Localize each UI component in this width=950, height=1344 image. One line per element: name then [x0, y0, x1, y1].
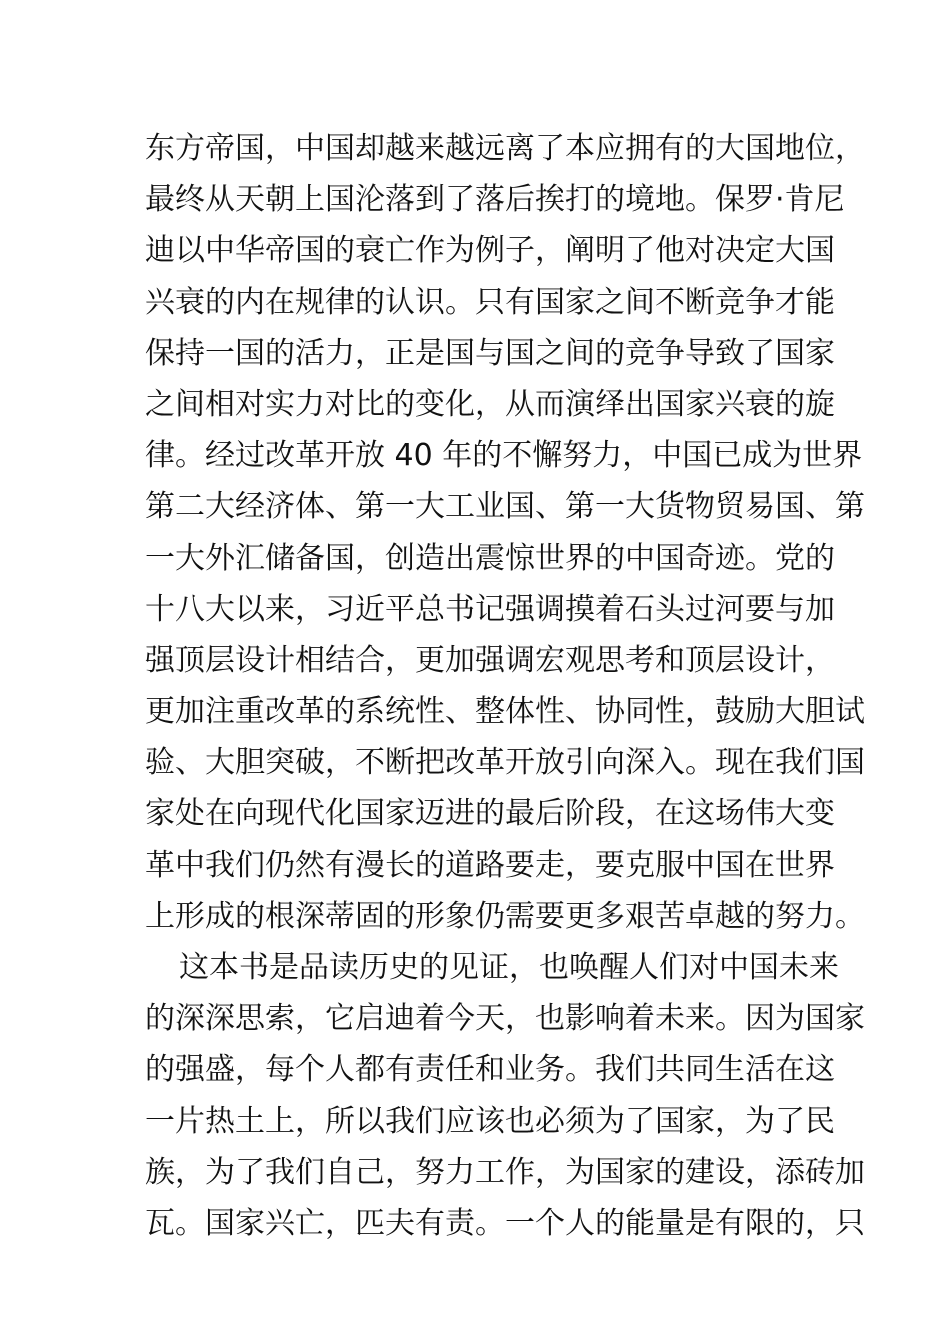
text-line: 一大外汇储备国，创造出震惊世界的中国奇迹。党的	[145, 540, 835, 576]
text-line: 上形成的根深蒂固的形象仍需要更多艰苦卓越的努力。	[145, 898, 865, 934]
paragraph-2	[145, 942, 865, 1249]
body-text	[145, 123, 865, 1249]
text-line: 东方帝国，中国却越来越远离了本应拥有的大国地位，	[145, 131, 865, 166]
text-line: 的强盛，每个人都有责任和业务。我们共同生活在这	[145, 1052, 835, 1088]
text-line: 律。经过改革开放 40 年的不懈努力，中国已成为世界	[145, 438, 863, 474]
text-line: 十八大以来，习近平总书记强调摸着石头过河要与加	[145, 591, 835, 627]
text-line: 家处在向现代化国家迈进的最后阶段，在这场伟大变	[145, 796, 835, 832]
text-line: 更加注重改革的系统性、整体性、协同性，鼓励大胆试	[145, 694, 865, 730]
text-line: 迪以中华帝国的衰亡作为例子，阐明了他对决定大国	[145, 233, 835, 269]
paragraph-1	[145, 123, 865, 942]
text-line: 第二大经济体、第一大工业国、第一大货物贸易国、第	[145, 489, 865, 525]
text-line: 这本书是品读历史的见证，也唤醒人们对中国未来	[179, 950, 839, 985]
text-line: 强顶层设计相结合，更加强调宏观思考和顶层设计，	[145, 642, 835, 678]
text-line: 验、大胆突破，不断把改革开放引向深入。现在我们国	[145, 745, 865, 781]
text-line: 一片热土上，所以我们应该也必须为了国家，为了民	[145, 1103, 835, 1139]
text-line: 革中我们仍然有漫长的道路要走，要克服中国在世界	[145, 847, 835, 883]
text-line: 族，为了我们自己，努力工作，为国家的建设，添砖加	[145, 1154, 865, 1190]
text-line: 的深深思索，它启迪着今天，也影响着未来。因为国家	[145, 1001, 865, 1037]
text-line: 保持一国的活力，正是国与国之间的竞争导致了国家	[145, 335, 835, 371]
text-line: 瓦。国家兴亡，匹夫有责。一个人的能量是有限的，只	[145, 1205, 865, 1241]
text-line: 之间相对实力对比的变化，从而演绎出国家兴衰的旋	[145, 386, 835, 422]
text-line: 最终从天朝上国沦落到了落后挨打的境地。保罗·肯尼	[145, 182, 845, 218]
text-line: 兴衰的内在规律的认识。只有国家之间不断竞争才能	[145, 284, 835, 320]
